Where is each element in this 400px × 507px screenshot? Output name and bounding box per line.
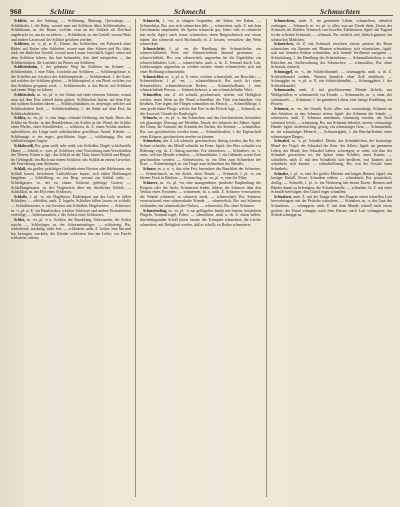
entry-definition: unth. Z. mit geschlossenem Munde lächeln, aus Wohlgefallen; er schmunzelte vor Freude; — Schmunzler, m. -s, einer, der schmunzelt; — Schmurre, f. im gemeinen Leben, eine lustige Erzählung, ein Possen; [271, 88, 392, 107]
dictionary-entry [271, 172, 392, 195]
entry-headword: Schlohweiß, [14, 143, 34, 148]
entry-definition: ein großes, prächtiges Gebäude eines Fürsten oder Edelmanns; ein Schloß bauen, bewohnen; Luftschlösser bauen, sich eitlen Hoffnungen hingeben; — Schloßberg, m. ein Berg, worauf ein Schloß steht; — Schloßgarten, m. der zu einem Schlosse gehörige Garten; — Schloßhauptmann, m. der Vorgesetzte über ein fürstliches Schloß; — Schloßhof, m. der Hof eines Schlosses; [11, 167, 131, 195]
page-number: 968 [10, 7, 22, 16]
dictionary-entry [271, 42, 392, 70]
running-headword-left: Schlitte [50, 7, 75, 16]
entry-definition: an der Saltung; — Schlittung, Muttung, Querstange; — Schlittbahn, f. die Bahn, worauf man mit Schlitten fährt; Schlittenbahn; — Schlittbaum, m. der Baum, welcher vorn an der Schlitte als Deichsel angebracht ist, um sie zu ziehen; — Schlittbock, m. ein Gestell, worauf Holz und andere Lasten auf der Schlitte gefahren werden; [11, 19, 131, 42]
dictionary-entry [140, 167, 261, 181]
entry-headword: Schnake, [274, 171, 290, 176]
dictionary-entry [140, 75, 261, 94]
dictionary-entry [11, 195, 131, 218]
entry-headword: Schlitten, [14, 42, 30, 47]
entry-definition: m. -es, pl. -e, eine lange, schmale Oeffnung, ein Spalt, Ritze; der Schlitz im Rocke, in den Beinkleidern; ein Schlitz in der Wand; der Schlitz eines Pfeiles, einer Schreibfeder; — schlitzen, th. Z. einen Schlitz machen, aufschlitzen, der Länge nach aufschneiden; geschlitzte Ärmel, Kleider; — Schlitzauge, n. ein enges, geschlitztes Auge; — schlitzäugig, Bw. mit schlitzförmigen Augen; [11, 116, 131, 144]
dictionary-entry [140, 19, 261, 47]
entry-headword: Schmelzen, [143, 139, 162, 144]
entry-headword: Schmeichler, [143, 74, 165, 79]
dictionary-entry [11, 65, 131, 93]
entry-definition: unr. Z. ich schmolz, geschmolzen, flüssig werden; das Eis, der Schnee schmilzt; das Metall schmilzt im Feuer; figürl. das Herz schmilzt vor Rührung; reg. th. Z. flüssig machen; Erz schmelzen; — Schmelzer, m. -s, einer, welcher Metalle schmilzt; — Schmelzhütte, f. ein Gebäude, worin Erze geschmolzen werden; — Schmelzofen, m. ein Ofen zum Schmelzen der Erze; — Schmelztiegel, m. ein Tiegel zum Schmelzen der Metalle; [140, 139, 261, 167]
entry-headword: Schmer, [143, 167, 157, 171]
dictionary-entry [11, 116, 131, 144]
entry-definition: m. -es, pl. -e u. Schlöte, der Rauchfang, Schornstein; der Schlot raucht; — Schlotfeger, m. der Schornsteinfeger; — schlotterig, Bw. schlotternd, wackelig, nicht fest; — schlottern, unth. Z. locker, lose hin und her bewegen, wackeln; die Kleider schlottern ihm am Leibe; vor Furcht schlottern, zittern; [11, 217, 131, 241]
entry-definition: m. -es, pl. -e, ein geflügeltes Insekt mit bunten, bestäubten Flügeln, Sommervogel, Falter; — schmettern, unth. u. th. Z. einen hellen, durchdringenden Schall hören lassen; die Trompete schmettert; die Lerche schmettert; mit Heftigkeit werfen, daß es schallt; zu Boden schmettern; [140, 208, 261, 227]
dictionary-entry [140, 116, 261, 139]
entry-definition: m. -s, pl. Schnäbel, Dimin. das Schnäbelchen, der hornartige Mund der Vögel; der Schnabel der Ente, des Adlers; figürl. im gemeinen Leben, der Mund; den Schnabel halten, schweigen; er redet, wie ihm der Schnabel gewachsen ist; die Spitze eines Schiffes, einer Kanne; — schnäbeln, unth. Z. mit den Schnäbeln sich berühren, von Tauben; sich schnäbeln, sich küssen; — schnabelförmig, Bw. von der Gestalt eines Schnabels; [271, 139, 392, 171]
entry-definition: th. Z. mit Schmuck versehen, zieren, putzen; die Braut schmücken; ein Zimmer mit Blumen schmücken; sich schmücken; figürl. sich mit fremden Federn schmücken, sich fremde Verdienste zueignen; — Schmückung, f. die Handlung des Schmückens; — Schmuckkästchen, n. ein Kästchen zur Aufbewahrung des Schmuckes; — schmucklos, Bw. ohne Schmuck, einfach; [271, 42, 392, 70]
entry-headword: Schmerz, [143, 180, 159, 185]
entry-headword: Schmutz, [274, 106, 290, 111]
entry-definition: m. -es, pl. -e, ein Schuh mit einer eisernen Schiene, womit man auf dem Eise schnell dahin gleitet; Schlittschuh laufen, auf dem Eise mit solchen Schuhen fahren; — Schlittschuhläufer, m. derjenige, welcher auf Schlittschuhen läuft; — Schlittschuhbahn, f. die Bahn auf dem Eise für Schlittschuhläufer; [11, 93, 131, 116]
entry-headword: Schloße, [14, 194, 28, 199]
running-headword-center: Schmecht [174, 7, 206, 16]
entry-headword: Schmetterling, [143, 208, 168, 213]
dictionary-entry [11, 167, 131, 195]
entry-headword: Schlittschuh, [14, 93, 36, 97]
entry-definition: m. -s, pl. w. E. einer, welcher schmeichelt, ein Heuchler; — Schmeichlerin, f. pl. -en; — schmeichlerisch, Bw. nach Art eines Schmeichlers; schmeichlerische Reden; — Schmeichelkatze, f. eine schmeichelnde Person; — Schmeichelwort, n. ein schmeichelndes Wort; [140, 74, 261, 93]
dictionary-entry [271, 88, 392, 107]
entry-definition: unr. Z. ich schmiß, geschmissen, werfen, mit Heftigkeit werfen; einen Stein an die Wand schmeißen; die Thür zuschmeißen; von Insekten, Eier legen; die Fliegen schmeißen ins Fleisch; — Schmeißfliege, f. eine große blaue Fliege, welche ihre Eier in das Fleisch legt; — Schmeiß, m. der Auswurf, Unrath der Raubvögel; [140, 93, 261, 116]
entry-definition: f. -en, in einigen Gegenden, die Sahne, der Rahm; — Schmeckbar, Bw. was sich schmecken läßt; — schmecken, unth. Z. mit dem Geschmacke empfinden; die Speise schmeckt gut, bitter, süß; es schmeckt mir nicht; figürl. nach etwas schmecken, einen Beigeschmack von etwas haben; das schmeckt nach Hochmuth; th. Z. kosten, versuchen; den Wein schmecken; [140, 19, 261, 47]
entry-headword: Schlitz, [14, 116, 27, 121]
dictionary-entry [140, 209, 261, 228]
dictionary-entry [271, 19, 392, 42]
text-column-3 [271, 19, 392, 497]
entry-definition: unth. Z. im gemeinen Leben, schmachten, sehnlich verlangen; — Schmuck, m. -es, pl. -e, alles, was zur Zierde dient, Zierat; der Schmuck der Kleider; Schmuck von Juwelen, Edelsteinen; figürl. die Tugend ist der schönste Schmuck; — schmuck, Bw. zierlich, nett, hübsch geputzt; ein schmuckes Mädchen; [271, 19, 392, 42]
dictionary-entry [271, 195, 392, 218]
dictionary-entry [140, 181, 261, 209]
entry-headword: Schnalzen, [274, 194, 292, 199]
dictionary-entry [271, 139, 392, 171]
entry-headword: Schlittenbahn, [14, 65, 39, 70]
entry-definition: m. -es, pl. -e, das Schmelzen und das Geschmolzene, besonders ein glasartiger Überzug auf Metallen, Email; der Schmelz der Zähne; figürl. der Glanz, die Anmuth; der Schmelz der Farben, der Stimme; — schmelzbar, Bw. was geschmolzen werden kann; — Schmelzbarkeit, f. die Eigenschaft eines Körpers, geschmolzen werden zu können; [140, 116, 261, 139]
running-headword-right: Schmuchten [320, 7, 361, 16]
entry-headword: Schmeichelei, [143, 46, 166, 51]
dictionary-entry [11, 218, 131, 241]
entry-definition: m. -es, pl. -en, eine unangenehme, peinliche Empfindung des Körpers oder der Seele; Schmerzen leiden, fühlen; der Schmerz über den Verlust eines Freundes; — schmerzen, th. u. unth. Z. Schmerz verursachen; die Wunde schmerzt; es schmerzt mich; — schmerzhaft, Bw. Schmerz verursachend; eine schmerzhafte Wunde; — schmerzlich, Bw. mit Schmerz verbunden; ein schmerzlicher Verlust; — schmerzlos, Bw. ohne Schmerz; [140, 180, 261, 208]
entry-definition: f. pl. -en, die Handlung des Schmeichelns, ein schmeichelhaftes Wort; mit Schmeicheleien Jemand gewinnen; — schmeichelhaft, Bw. was schmeichelt, angenehm für die Eigenliebe; ein schmeichelhaftes Lob; — schmeicheln, unth. u. th. Z. Jemand durch Lob, Liebkosungen angenehm zu werden suchen; einem schmeicheln; sich mit einer Hoffnung schmeicheln; [140, 46, 261, 74]
entry-definition: f. der gebahnte Weg für Schlitten im Schnee; — Schlittenfahrt, f. eine Fahrt, Lustfahrt auf Schlitten; — Schlittengeläute, n. die Schellen am Geschirr der Schlittenpferde; — Schlittenkufe, f. die Kufe, auf welcher der Schlitten gleitet; — Schlittenpferd, n. ein Pferd, welches vor den Schlitten gespannt wird; — Schlittenrecht, n. das Recht, mit Schlitten auf einem Wege zu fahren; [11, 65, 131, 93]
entry-headword: Schloß, [14, 167, 27, 171]
text-column-1 [11, 19, 131, 497]
dictionary-entry [271, 70, 392, 89]
dictionary-entry [140, 47, 261, 75]
entry-definition: f. pl. -n, eine Art großer Mücken mit langen Beinen; figürl. ein lustiger Einfall, Posse; Schnaken reißen; — schnakisch, Bw. possierlich, drollig; — Schnalle, f. pl. -n, ein Werkzeug mit einem Dorne, Riemen und Bänder damit zu befestigen; die Schuhschnalle; — schnallen, th. Z. mit einer Schnalle befestigen; den Gürtel enger schnallen; [271, 171, 392, 195]
dictionary-entry [11, 42, 131, 65]
header-rule [10, 15, 393, 16]
entry-headword: Schmeißen, [143, 93, 163, 97]
entry-definition: m. u. n. -s, das rohe Fett, besonders das Bauchfett der Schweine; — Schmerbauch, m. ein dicker, fetter Bauch; — Schmerle, f. pl. -n, ein kleiner Fisch in Bächen; — Schmerling, m. -es, pl. -e, eine Art Pilze; [140, 167, 261, 181]
entry-definition: Bw. ganz weiß, sehr weiß, wie Schloßen, Hagel; schlohweiße Haare; — Schloß, n. -sses, pl. Schlösser, eine Vorrichtung zum Verschließen der Thüren, Kisten u. dgl.; das Schloß an der Thür; hinter Schloß und Riegel, im Gefängniß; ein Buch mit einem Schlosse; das Schloß an einem Gewehre, die Vorrichtung zum Abfeuern; [11, 143, 131, 167]
entry-headword: Schmelz, [143, 116, 158, 121]
entry-definition: unth. Z. mit der Zunge oder den Fingern einen schnellen Laut hervorbringen; mit der Peitsche schnalzen; — Schnalzer, m. -s, der Laut des Schnalzens; — schnappen, unth. Z. mit dem Munde schnell nach etwas greifen; der Hund schnappt nach dem Bissen; nach Luft schnappen; das Schloß schnappt zu; [271, 194, 392, 218]
entry-headword: Schmecht, [143, 19, 161, 23]
entry-headword: Schmunzeln, [274, 88, 296, 93]
column-separator [135, 19, 136, 497]
dictionary-entry [271, 107, 392, 139]
column-separator [266, 19, 267, 497]
entry-definition: f. pl. -n, ein Hagelkorn, Eisklumpen aus der Luft; es fallen Schloßen; — schloßen, unth. Z. hageln, Schloßen fallen lassen; es schloßt; — Schloßenwetter, n. ein Gewitter mit Schloßen, Hagelwetter; — Schlosser, m. -s, pl. w. E. ein Handwerker, welcher Schlösser und andere Eisenarbeiten verfertigt; — Schlosserarbeit, f. die Arbeit eines Schlossers; [11, 194, 131, 218]
dictionary-entry [140, 139, 261, 167]
entry-headword: Schlot, [14, 217, 26, 222]
entry-headword: Schnabel, [274, 139, 291, 144]
entry-headword: Schmücken, [274, 42, 295, 47]
entry-definition: m. -s, der Schleichhandel; — schmuggeln, unth. u. th. Z. Schleichhandel treiben, Waaren heimlich ohne Zoll einführen; — Schmuggler, m. -s, pl. w. E. ein Schleichhändler; — Schmugglerei, f. der Schleichhandel; [271, 69, 392, 88]
dictionary-entry [140, 93, 261, 116]
entry-definition: m. -es, der Unrath, Koth, alles, was verunreinigt; Schmutz an den Schuhen; in den Schmutz treten; figürl. der Schmutz der Sünde; — schmutzen, unth. Z. Schmutz annehmen, schmutzig werden; der Stoff schmutzt leicht; — schmutzig, Bw. mit Schmutz behaftet, unrein; schmutzige Hände; figürl. niederträchtig, geizig; ein schmutziger Geiz; — Schmutzfink, m. ein schmutziger Mensch; — Schmutzigkeit, f. die Beschaffenheit eines schmutzigen Dinges; [271, 106, 392, 139]
dictionary-entry [11, 93, 131, 116]
entry-headword: Schmuggel, [274, 69, 294, 74]
dictionary-entry [11, 19, 131, 42]
entry-headword: Schlitte, [14, 19, 28, 23]
entry-headword: Schmuchten, [274, 19, 296, 23]
entry-definition: m. -s, pl. w. E., Dimin. das Schlittchen, ein Fuhrwerk ohne Räder, auf Kufen oder Schleifen, womit man über Schnee und Eis fährt; auch ein ähnliches Gestell, worauf man Lasten fortschafft; figürl. einen mit dem Schlitten fahren, ihn hart behandeln, ihm übel mitspielen; — das Schlittenfahren, die Lustfahrt im Winter auf Schlitten; [11, 42, 131, 65]
dictionary-entry [11, 144, 131, 167]
text-column-2 [140, 19, 261, 497]
